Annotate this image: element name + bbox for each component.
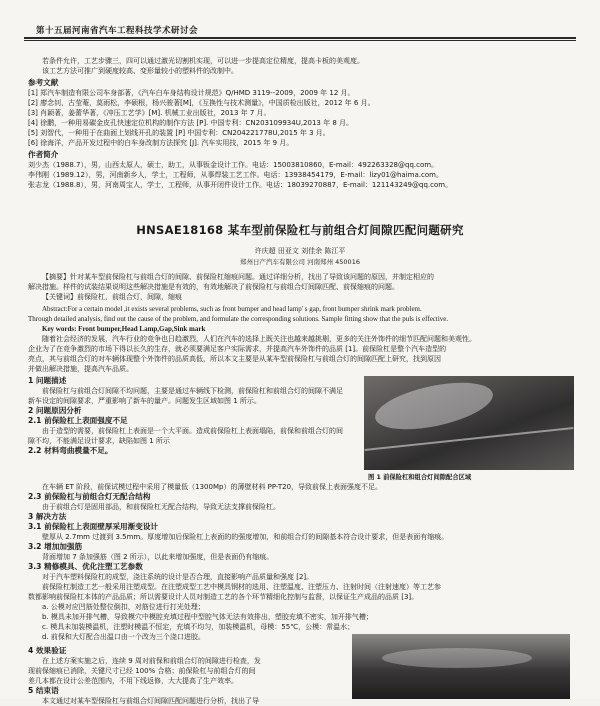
body-line: 亮点，其与前组合灯的对车辆体现整个外饰件的品质高低，所以本文主要是从某车型前保险杠与前组合灯的间隙匹配上研究，找到原因 (28, 355, 441, 363)
author-item: 张志龙（1988.8），男，河南周宝人，学士，工程师，从事开闭件设计工作。电话：18039270887，E-mail：121143249@qq.com。 (28, 181, 453, 189)
body-line: 差几本都在设计公差范围内，不用下线返修，大大提高了生产效率。 (28, 677, 238, 685)
abstract-en-line: Through detailed analysis, find out the cause of the problem, and formulate the corresponding solutions. Sample fitting show that the puls is effective. (28, 315, 449, 323)
reference-item: [4] 徐鹏，一种用易碳金皮孔快速定位机构的制作方法 [P]. 中国专利：CN203109934U,2013 年 8 月。 (28, 119, 353, 127)
author-item: 李伟刚（1989.12），男，河南新乡人，学士，工程师，从事焊装工艺工作。电话：13938454179，E-mail：lizy01@haima.com。 (28, 171, 443, 179)
author-intro-heading: 作者简介 (28, 150, 59, 159)
subsection-heading: 3.2 增加加强筋 (28, 542, 83, 551)
author-item: 刘少杰（1988.7），男，山西太原人，硕士，助工，从事钣金设计工作。电话：15003810860，E-mail：492263328@qq.com。 (28, 161, 439, 169)
reference-item: [5] 刘智代，一种用于在曲面上划线开孔的装置 [P] 中国专利：CN204221778U,2015 年 3 月。 (28, 129, 330, 137)
body-line: 现前保缩痕已消除，关键尺寸已经 100% 合格；前保险杠与前组合灯的间 (28, 667, 256, 675)
figure-highlight (371, 374, 497, 438)
figure-gap-line (364, 427, 573, 451)
body-line: 数都影响前保险杠本体的产品品质；所以需要设计人员对制造工艺的各个环节精细化控制与监督，以保证生产成品的品质 [3]。 (28, 593, 419, 601)
figure-bumper-headlamp-photo (364, 376, 574, 470)
sections-bottom (28, 646, 346, 696)
abstract-en-line: Abstract:For a certain model ,it exists several problems, such as front bumper and head lamp' s gap, front bumper shrink mark problem. (42, 305, 422, 313)
body-line: 背面增加 7 条加强筋（图 2 所示），以此来增加强度，但是表面仍有缩痕。 (42, 553, 274, 561)
article-authors: 许庆超 田亚文 刘佳余 陈江平 (254, 247, 346, 255)
keywords-cn: 【关键词】前保险杠，前组合灯，间隙，缩痕 (42, 293, 182, 301)
body-line: 随着社会经济的发展，汽车行业的竞争也日趋激烈，人们在汽车的选择上既关注也越来越挑剔，更多的关注外饰件的细节匹配问题和美观性。 (42, 335, 476, 343)
keywords-en: Key words: Front bumper,Head Lamp,Gap,Sink mark (42, 325, 206, 333)
section-heading: 2 问题原因分析 (28, 406, 82, 415)
reference-item: [6] 徐海洋，产品开发过程中的白车身改制方法探究 [J]. 汽车实用技，2015 年 9 月。 (28, 139, 294, 147)
body-line: 壁厚从 2.7mm 过渡到 3.5mm。厚度增加后保险杠上表面的的强度增加，和前组合灯的间隙基本符合设计要求，但是表面有缩痕。 (42, 533, 449, 541)
subsection-heading: 3.1 前保险杠上表面壁厚采用渐变设计 (28, 522, 159, 531)
reference-item: [1] 郑汽车制造有限公司车身部著，《汽车白车身结构设计规范》Q/HMD 3119--2009，2009 年 12 月。 (28, 89, 355, 97)
subsection-heading: 2.3 前保险杠与前组合灯无配合结构 (28, 492, 151, 501)
references (28, 78, 572, 148)
sections-middle (28, 482, 572, 642)
body-line: 在车辆 ET 阶段，前保试模过程中采用了模量低（1300Mp）的薄壁材料 PP-T20，导致前保上表面强度不足。 (42, 483, 383, 491)
body-line: 由于造型的需要，前保险杠上表面是一个大平面。造成前保险杠上表面塌陷，前保和前组合灯的间 (42, 427, 343, 435)
list-item: b. 模具未加开排气槽，导致模穴中模腔充填过程中型腔气体无法有效排出，塑胶充填不密实，加开排气槽； (42, 613, 373, 621)
article-title: HNSAE18168 某车型前保险杠与前组合灯间隙匹配问题研究 (136, 223, 464, 237)
body-line: 前保险杠与前组合灯间隙不均问题，主要是通过车辆线下检测，前保险杠和前组合灯的间隙不满足 (42, 387, 343, 395)
intro-block (28, 56, 572, 76)
figure-highlight (382, 648, 532, 668)
section-heading: 4 效果验证 (28, 646, 67, 655)
body-line: 对于汽车塑料保险杠的成型，浇注系统的设计是否合理，直接影响产品质量和强度 [2]。 (42, 573, 314, 581)
body-line: 本文通过对某车型保险杠与前组合灯间隙匹配问题进行分析，找出了导 (42, 697, 259, 705)
body-intro (28, 334, 572, 374)
article-affiliation: 郑州日产汽车有限公司 河南郑州 450016 (240, 258, 360, 266)
running-header: 第十五届河南省汽车工程科技学术研讨会 (36, 26, 199, 36)
body-line: 由于前组合灯是固用部品，和前保险杠无配合结构，导致无法支撑前保险杠。 (42, 503, 280, 511)
list-item: d. 前保和大灯配合出温口由一个改为三个浇口进胶。 (42, 633, 205, 641)
section-heading: 1 问题描述 (28, 376, 67, 385)
figure-caption: 图 1 前保险杠和组合灯间隙配合区域 (368, 474, 472, 481)
references-heading: 参考文献 (28, 78, 59, 87)
intro-line: 该工艺方法可推广到硬度较高、变形量较小的塑料件的改制中。 (42, 67, 238, 75)
body-line: 并做出解决措施，提高汽车品质。 (28, 365, 133, 373)
abstract-en (28, 304, 572, 334)
section-heading: 5 结束语 (28, 686, 59, 695)
subsection-heading: 2.2 材料弯曲模量不足。 (28, 446, 113, 455)
intro-line: 若条件允许，工艺步骤三，四可以通过激光切割机实现，可以进一步提高定位精度，提高卡板的美观度。 (42, 57, 364, 65)
header-rule-thin (24, 40, 576, 41)
subsection-heading: 2.1 前保险杠上表面强度不足 (28, 416, 128, 425)
figure-bumper-photo-2 (352, 634, 570, 699)
section5-text (28, 696, 346, 705)
author-intro (28, 150, 572, 190)
body-line: 前保险杠制造工艺一般采用注塑成型。在注塑成型工艺中模具钢材的选用、注塑温度、注塑压力、注射时间（注射速度）等工艺参 (42, 583, 441, 591)
abstract-cn (28, 272, 572, 302)
body-line: 新车设定的间隙要求，严重影响了新车的量产。问题发生区域如图 1 所示。 (28, 397, 261, 405)
section-heading: 3 解决方法 (28, 512, 67, 521)
list-item: c. 模具未加装模温机，注塑时模温不恒定，充填不均匀，加装模温机，母模：55℃，公模：常温水； (42, 623, 355, 631)
reference-item: [3] 肖颖著，姜蕾华著，《冲压工艺学》[M]. 机械工业出版社，2013 年 7 月。 (28, 109, 271, 117)
body-line: 企业为了在竞争激烈的市场下得以长久的生存，就必须要满足客户实际需求，并提高汽车外饰件的品质 [1]。前保险杠是整个汽车造型的 (28, 345, 447, 353)
sections-left (28, 376, 356, 456)
subsection-heading: 3.3 精修模具、优化注塑工艺参数 (28, 562, 143, 571)
list-item: a. 公模对应凹筋处整位倒扣，对筋位进行打光处理； (42, 603, 205, 611)
body-line: 在上述方案实施之后，连续 9 周对前保和前组合灯的间隙进行检查，发 (42, 657, 261, 665)
body-line: 隙不均，不能满足设计要求，缺陷如图 1 所示 (28, 437, 170, 445)
abstract-line: 解决措施。样件的试装结果说明这些解决措施是有效的，有效地解决了前保险杠与前组合灯间隙匹配、前保缩痕的问题。 (28, 283, 399, 291)
abstract-line: 【摘要】针对某车型前保险杠与前组合灯的间隙、前保险杠缩痕问题。通过详细分析，找出了导致该问题的原因，并制定相应的 (42, 273, 434, 281)
header-rule (24, 37, 576, 39)
reference-item: [2] 廖念钊，古莹菴，莫雨松，李硕根，杨兴骏著[M]，《互换性与技术测量》，中国质检出版社，2012 年 6 月。 (28, 99, 375, 107)
